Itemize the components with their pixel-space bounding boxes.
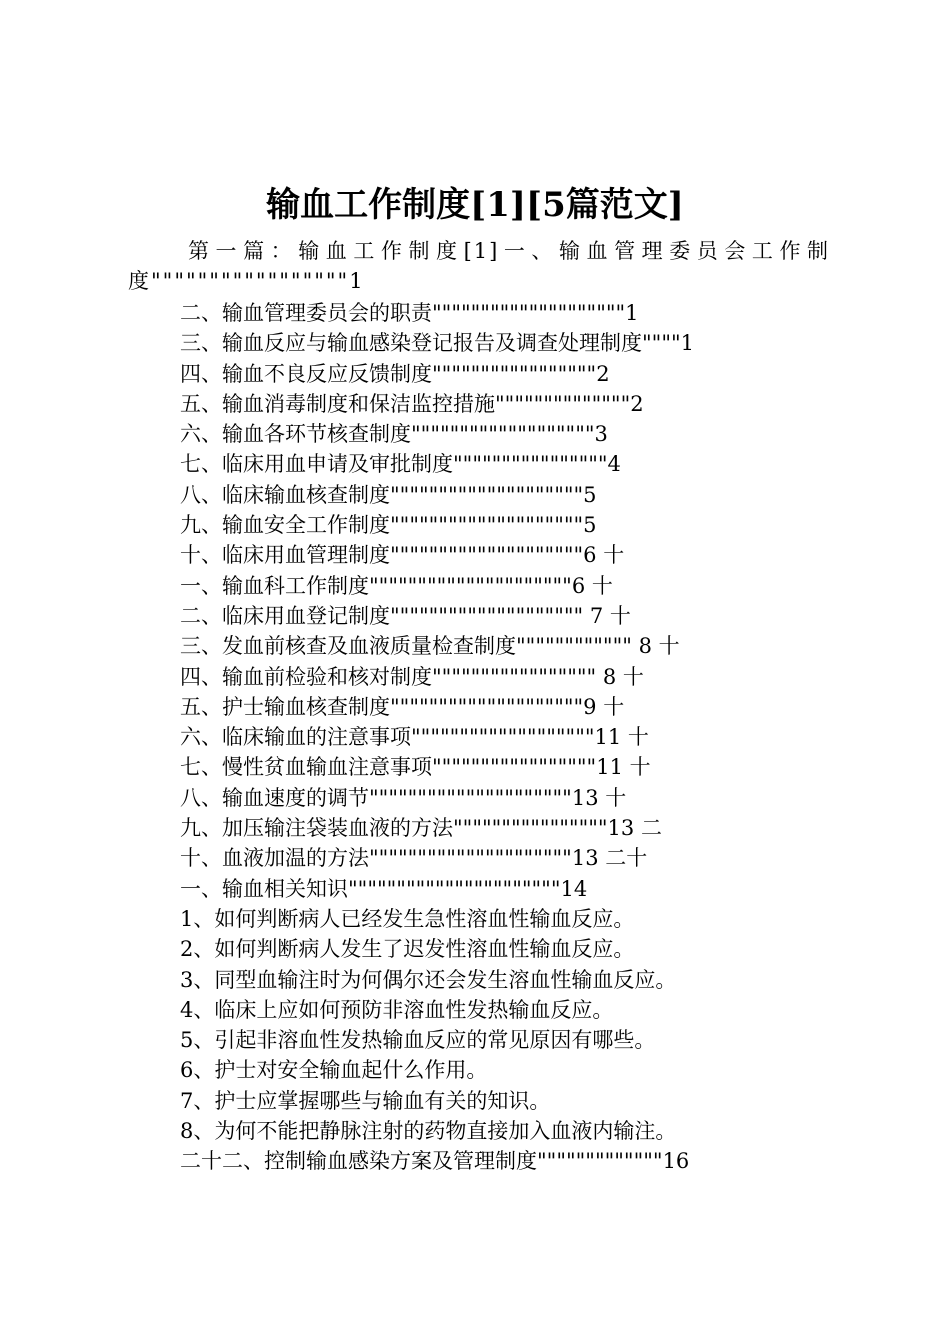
toc-line: 四、输血前检验和核对制度""""""""""""""""" 8 十 bbox=[180, 664, 644, 689]
toc-line: 十、临床用血管理制度""""""""""""""""""""6 十 bbox=[180, 543, 625, 568]
intro-paragraph: 第一篇：输血工作制度[1]一、输血管理委员会工作制度"""""""""""""""""1 bbox=[128, 239, 830, 293]
toc-line: 8、为何不能把静脉注射的药物直接加入血液内输注。 bbox=[180, 1119, 677, 1144]
toc-line: 八、临床输血核查制度""""""""""""""""""""5 bbox=[180, 482, 597, 507]
toc-line: 七、临床用血申请及审批制度""""""""""""""""4 bbox=[180, 452, 621, 477]
toc-line: 二、临床用血登记制度"""""""""""""""""""" 7 十 bbox=[180, 603, 631, 628]
toc-line: 二、输血管理委员会的职责""""""""""""""""""""1 bbox=[180, 301, 639, 325]
toc-line: 一、输血相关知识""""""""""""""""""""""14 bbox=[180, 876, 588, 901]
toc-line: 4、临床上应如何预防非溶血性发热输血反应。 bbox=[180, 997, 614, 1022]
toc-line: 二十二、控制输血感染方案及管理制度"""""""""""""16 bbox=[180, 1149, 690, 1174]
toc-line: 5、引起非溶血性发热输血反应的常见原因有哪些。 bbox=[180, 1028, 656, 1053]
toc-list bbox=[180, 298, 694, 1177]
toc-line: 九、输血安全工作制度""""""""""""""""""""5 bbox=[180, 513, 597, 538]
toc-line: 3、同型血输注时为何偶尔还会发生溶血性输血反应。 bbox=[180, 967, 677, 992]
toc-line: 6、护士对安全输血起什么作用。 bbox=[180, 1058, 488, 1083]
toc-line: 十、血液加温的方法"""""""""""""""""""""13 二十 bbox=[180, 846, 648, 871]
toc-line: 九、加压输注袋装血液的方法""""""""""""""""13 二 bbox=[180, 816, 662, 841]
toc-line: 1、如何判断病人已经发生急性溶血性输血反应。 bbox=[180, 906, 635, 931]
toc-line: 五、输血消毒制度和保洁监控措施""""""""""""""2 bbox=[180, 391, 644, 416]
toc-line: 三、输血反应与输血感染登记报告及调查处理制度""""1 bbox=[180, 331, 694, 356]
toc-line: 2、如何判断病人发生了迟发性溶血性输血反应。 bbox=[180, 937, 635, 962]
toc-line: 六、临床输血的注意事项"""""""""""""""""""11 十 bbox=[180, 725, 649, 750]
toc-line: 四、输血不良反应反馈制度"""""""""""""""""2 bbox=[180, 361, 610, 386]
toc-line: 五、护士输血核查制度""""""""""""""""""""9 十 bbox=[180, 694, 625, 719]
toc-line: 七、慢性贫血输血注意事项"""""""""""""""""11 十 bbox=[180, 755, 651, 780]
toc-line: 三、发血前核查及血液质量检查制度"""""""""""" 8 十 bbox=[180, 634, 680, 659]
toc-line: 一、输血科工作制度"""""""""""""""""""""6 十 bbox=[180, 573, 613, 598]
toc-line: 六、输血各环节核查制度"""""""""""""""""""3 bbox=[180, 422, 608, 447]
toc-line: 7、护士应掌握哪些与输血有关的知识。 bbox=[180, 1088, 551, 1113]
toc-line: 八、输血速度的调节"""""""""""""""""""""13 十 bbox=[180, 785, 627, 810]
document-title: 输血工作制度[1][5篇范文] bbox=[266, 185, 684, 225]
